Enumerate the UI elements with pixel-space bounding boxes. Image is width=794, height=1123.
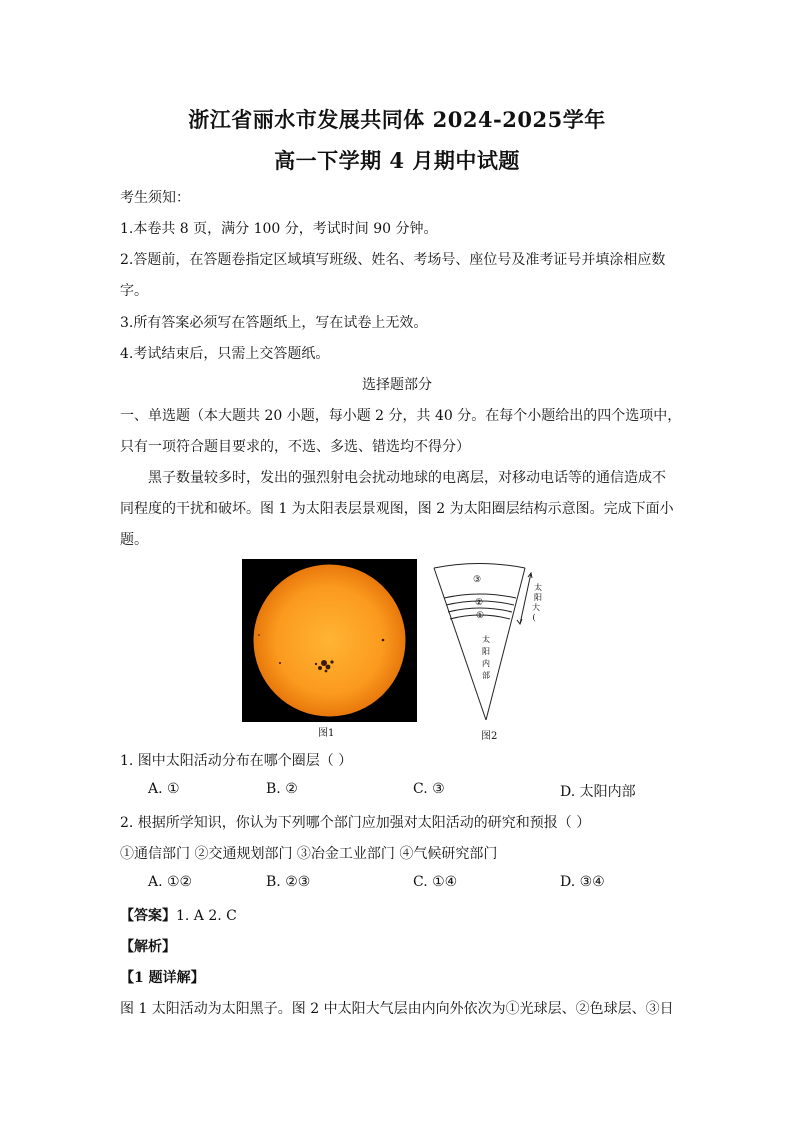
layer-3-label: ③ xyxy=(472,575,482,585)
answer-text: 1. A 2. C xyxy=(176,908,237,924)
document-title-line2: 高一下学期 4 月期中试题 xyxy=(274,148,520,173)
notice-item-1: 1.本卷共 8 页，满分 100 分，考试时间 90 分钟。 xyxy=(120,221,438,237)
side-label-char-3: 大 xyxy=(532,603,540,612)
passage-line-3: 题。 xyxy=(120,532,148,548)
answer-row xyxy=(120,905,237,925)
sun-image xyxy=(242,559,417,722)
interior-char-3: 内 xyxy=(482,659,490,668)
interior-char-1: 太 xyxy=(482,635,490,644)
part1-heading-line1: 一、单选题（本大题共 20 小题，每小题 2 分，共 40 分。在每个小题给出的四个选项中， xyxy=(120,408,682,424)
question-1-option-b: B. ② xyxy=(266,781,298,797)
question-2-choices: ①通信部门 ②交通规划部门 ③冶金工业部门 ④气候研究部门 xyxy=(120,846,498,862)
question-1-option-a: A. ① xyxy=(148,781,180,797)
detail-text: 图 1 太阳活动为太阳黑子。图 2 中太阳大气层由内向外依次为①光球层、②色球层、③日 xyxy=(120,1001,674,1017)
figure-1-caption: 图1 xyxy=(318,728,335,739)
question-1-option-d: D. 太阳内部 xyxy=(560,784,636,800)
document-title-line1: 浙江省丽水市发展共同体 2024-2025学年 xyxy=(188,107,606,132)
figure-1-sun-photo xyxy=(242,559,417,722)
interior-char-2: 阳 xyxy=(482,647,490,656)
question-1-option-c: C. ③ xyxy=(413,781,445,797)
section-title: 选择题部分 xyxy=(362,377,432,393)
notice-item-3: 3.所有答案必须写在答题纸上，写在试卷上无效。 xyxy=(120,315,428,331)
solar-layers-diagram xyxy=(428,558,556,726)
question-1-stem: 1. 图中太阳活动分布在哪个圈层（ ） xyxy=(120,753,353,769)
figure-2-caption: 图2 xyxy=(481,731,498,742)
layer-2-label: ② xyxy=(474,598,484,608)
answer-label: 【答案】 xyxy=(120,908,176,924)
passage-line-2: 同程度的干扰和破坏。图 1 为太阳表层景观图，图 2 为太阳圈层结构示意图。完成下面小 xyxy=(120,501,674,517)
figure-2-solar-layers xyxy=(428,558,556,726)
notice-heading: 考生须知： xyxy=(120,190,190,206)
question-2-option-a: A. ①② xyxy=(148,874,193,890)
passage-line-1: 黑子数量较多时，发出的强烈射电会扰动地球的电离层，对移动电话等的通信造成不 xyxy=(148,470,666,486)
question-2-option-b: B. ②③ xyxy=(266,874,311,890)
question-2-stem: 2. 根据所学知识，你认为下列哪个部门应加强对太阳活动的研究和预报（ ） xyxy=(120,815,591,831)
question-2-option-d: D. ③④ xyxy=(560,874,605,890)
analysis-label: 【解析】 xyxy=(120,939,176,955)
question-2-option-c: C. ①④ xyxy=(413,874,458,890)
part1-heading-line2: 只有一项符合题目要求的，不选、多选、错选均不得分） xyxy=(120,439,470,455)
side-label-char-2: 阳 xyxy=(534,593,542,602)
side-label-char-4: ( xyxy=(532,613,536,622)
notice-item-2-cont: 字。 xyxy=(120,283,148,299)
layer-1-label: ① xyxy=(475,611,485,621)
interior-char-4: 部 xyxy=(482,671,490,680)
notice-item-4: 4.考试结束后，只需上交答题纸。 xyxy=(120,346,330,362)
side-label-char-1: 太 xyxy=(534,583,542,592)
notice-item-2: 2.答题前，在答题卷指定区域填写班级、姓名、考场号、座位号及准考证号并填涂相应数 xyxy=(120,252,666,268)
detail-label: 【1 题详解】 xyxy=(120,970,205,986)
